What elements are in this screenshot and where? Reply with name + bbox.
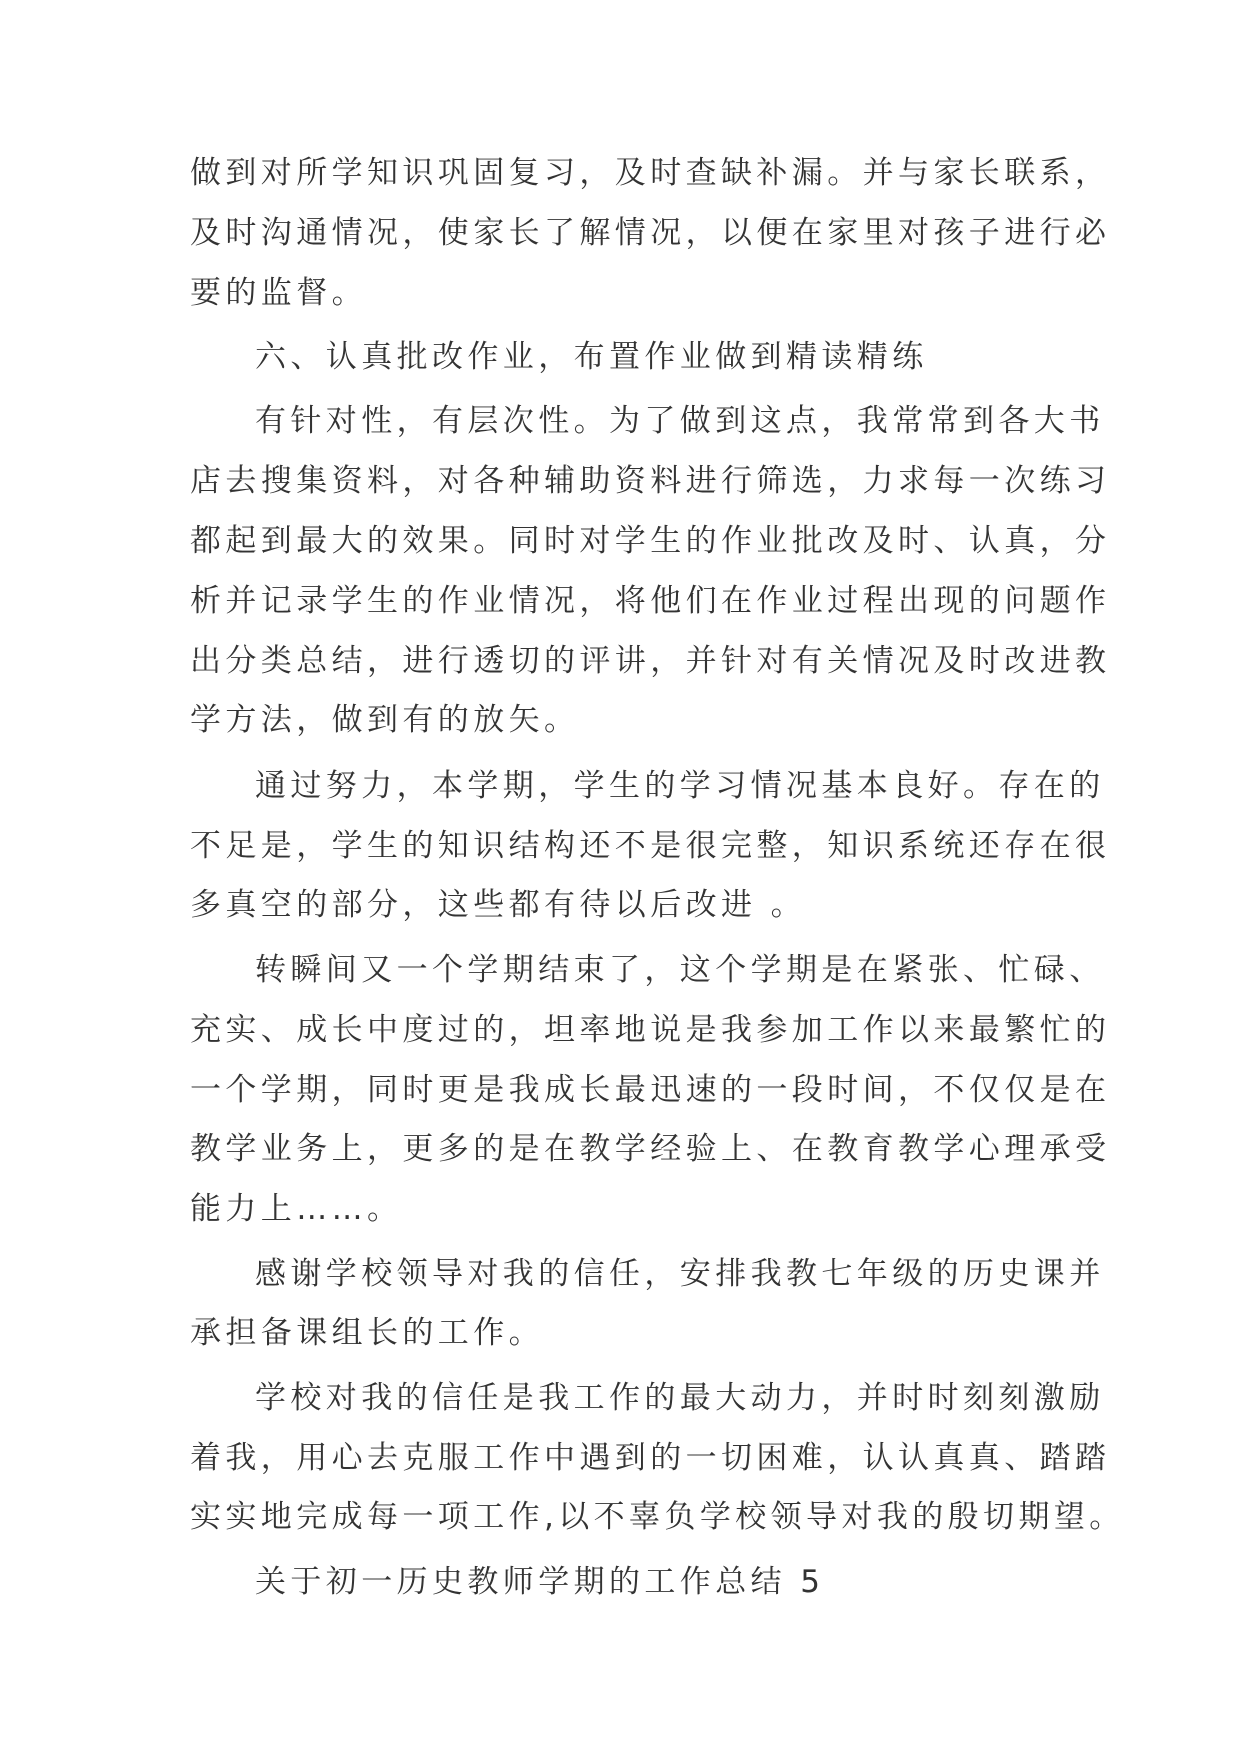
paragraph-line: 都起到最大的效果。同时对学生的作业批改及时、认真，分	[190, 523, 1111, 559]
paragraph-line: 有针对性，有层次性。为了做到这点，我常常到各大书	[255, 403, 1105, 439]
paragraph-line: 能力上……。	[190, 1191, 403, 1227]
paragraph-line: 教学业务上，更多的是在教学经验上、在教育教学心理承受	[190, 1131, 1111, 1167]
paragraph-line: 充实、成长中度过的，坦率地说是我参加工作以来最繁忙的	[190, 1012, 1111, 1048]
paragraph-line: 学方法，做到有的放矢。	[190, 702, 580, 738]
paragraph-line: 不足是，学生的知识结构还不是很完整，知识系统还存在很	[190, 828, 1111, 864]
paragraph-line: 店去搜集资料，对各种辅助资料进行筛选，力求每一次练习	[190, 463, 1111, 499]
paragraph-line: 要的监督。	[190, 275, 367, 311]
paragraph-line: 着我，用心去克服工作中遇到的一切困难，认认真真、踏踏	[190, 1440, 1111, 1476]
paragraph-line: 多真空的部分，这些都有待以后改进 。	[190, 887, 807, 923]
paragraph-line: 析并记录学生的作业情况，将他们在作业过程出现的问题作	[190, 583, 1111, 619]
paragraph-line: 做到对所学知识巩固复习，及时查缺补漏。并与家长联系，	[190, 155, 1111, 191]
paragraph-line: 感谢学校领导对我的信任，安排我教七年级的历史课并	[255, 1256, 1105, 1292]
paragraph-line: 转瞬间又一个学期结束了，这个学期是在紧张、忙碌、	[255, 952, 1105, 988]
paragraph-line: 出分类总结，进行透切的评讲，并针对有关情况及时改进教	[190, 643, 1111, 679]
paragraph-line: 实实地完成每一项工作,以不辜负学校领导对我的殷切期望。	[190, 1499, 1125, 1535]
paragraph-line: 及时沟通情况，使家长了解情况，以便在家里对孩子进行必	[190, 215, 1111, 251]
paragraph-line: 学校对我的信任是我工作的最大动力，并时时刻刻激励	[255, 1380, 1105, 1416]
section-heading: 六、认真批改作业，布置作业做到精读精练	[255, 339, 928, 375]
paragraph-line: 通过努力，本学期，学生的学习情况基本良好。存在的	[255, 768, 1105, 804]
section-title: 关于初一历史教师学期的工作总结 5	[255, 1564, 825, 1600]
paragraph-line: 承担备课组长的工作。	[190, 1315, 544, 1351]
paragraph-line: 一个学期，同时更是我成长最迅速的一段时间，不仅仅是在	[190, 1072, 1111, 1108]
